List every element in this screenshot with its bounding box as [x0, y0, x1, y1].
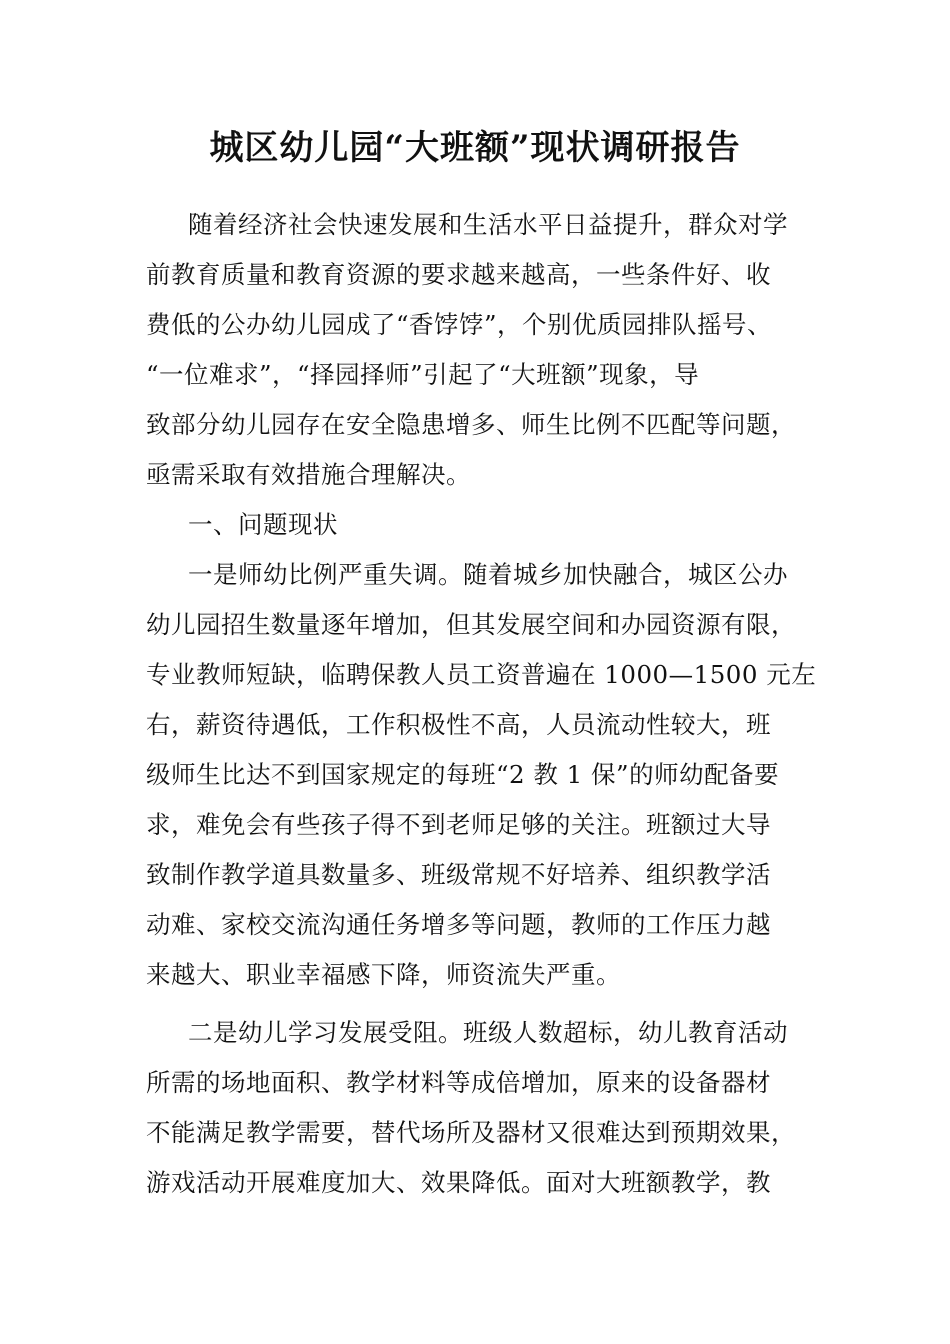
text-line: 动难、家校交流沟通任务增多等问题，教师的工作压力越	[146, 910, 771, 939]
text-line: 二是幼儿学习发展受阻。班级人数超标，幼儿教育活动	[188, 1018, 788, 1047]
text-line: 求，难免会有些孩子得不到老师足够的关注。班额过大导	[146, 810, 771, 839]
paragraph-teacher-ratio	[146, 550, 817, 1000]
text-line: 来越大、职业幸福感下降，师资流失严重。	[146, 960, 621, 989]
paragraph-child-development	[146, 1008, 800, 1208]
text-line: 致部分幼儿园存在安全隐患增多、师生比例不匹配等问题，	[146, 410, 796, 439]
paragraph-intro	[146, 200, 800, 500]
text-line: 费低的公办幼儿园成了“香饽饽”，个别优质园排队摇号、	[146, 310, 773, 339]
heading-line: 一、问题现状	[188, 510, 338, 539]
text-line: 一是师幼比例严重失调。随着城乡加快融合，城区公办	[188, 560, 788, 589]
text-line: 所需的场地面积、教学材料等成倍增加，原来的设备器材	[146, 1068, 771, 1097]
text-line: 右，薪资待遇低，工作积极性不高，人员流动性较大，班	[146, 710, 771, 739]
section-heading	[146, 500, 800, 550]
text-line: 级师生比达不到国家规定的每班“2 教 1 保”的师幼配备要	[146, 760, 780, 789]
text-line: “一位难求”，“择园择师”引起了“大班额”现象，导	[146, 360, 700, 389]
text-line: 前教育质量和教育资源的要求越来越高，一些条件好、收	[146, 260, 771, 289]
text-line: 游戏活动开展难度加大、效果降低。面对大班额教学，教	[146, 1168, 771, 1197]
paragraph-gap	[146, 1000, 800, 1008]
text-line: 致制作教学道具数量多、班级常规不好培养、组织教学活	[146, 860, 771, 889]
text-line: 亟需采取有效措施合理解决。	[146, 460, 471, 489]
document-title: 城区幼儿园“大班额”现状调研报告	[209, 128, 741, 168]
document-body	[146, 200, 817, 1208]
text-line: 不能满足教学需要，替代场所及器材又很难达到预期效果，	[146, 1118, 796, 1147]
text-line: 随着经济社会快速发展和生活水平日益提升，群众对学	[188, 210, 788, 239]
text-line: 幼儿园招生数量逐年增加，但其发展空间和办园资源有限，	[146, 610, 796, 639]
text-line: 专业教师短缺，临聘保教人员工资普遍在 1000—1500 元左	[146, 660, 817, 689]
